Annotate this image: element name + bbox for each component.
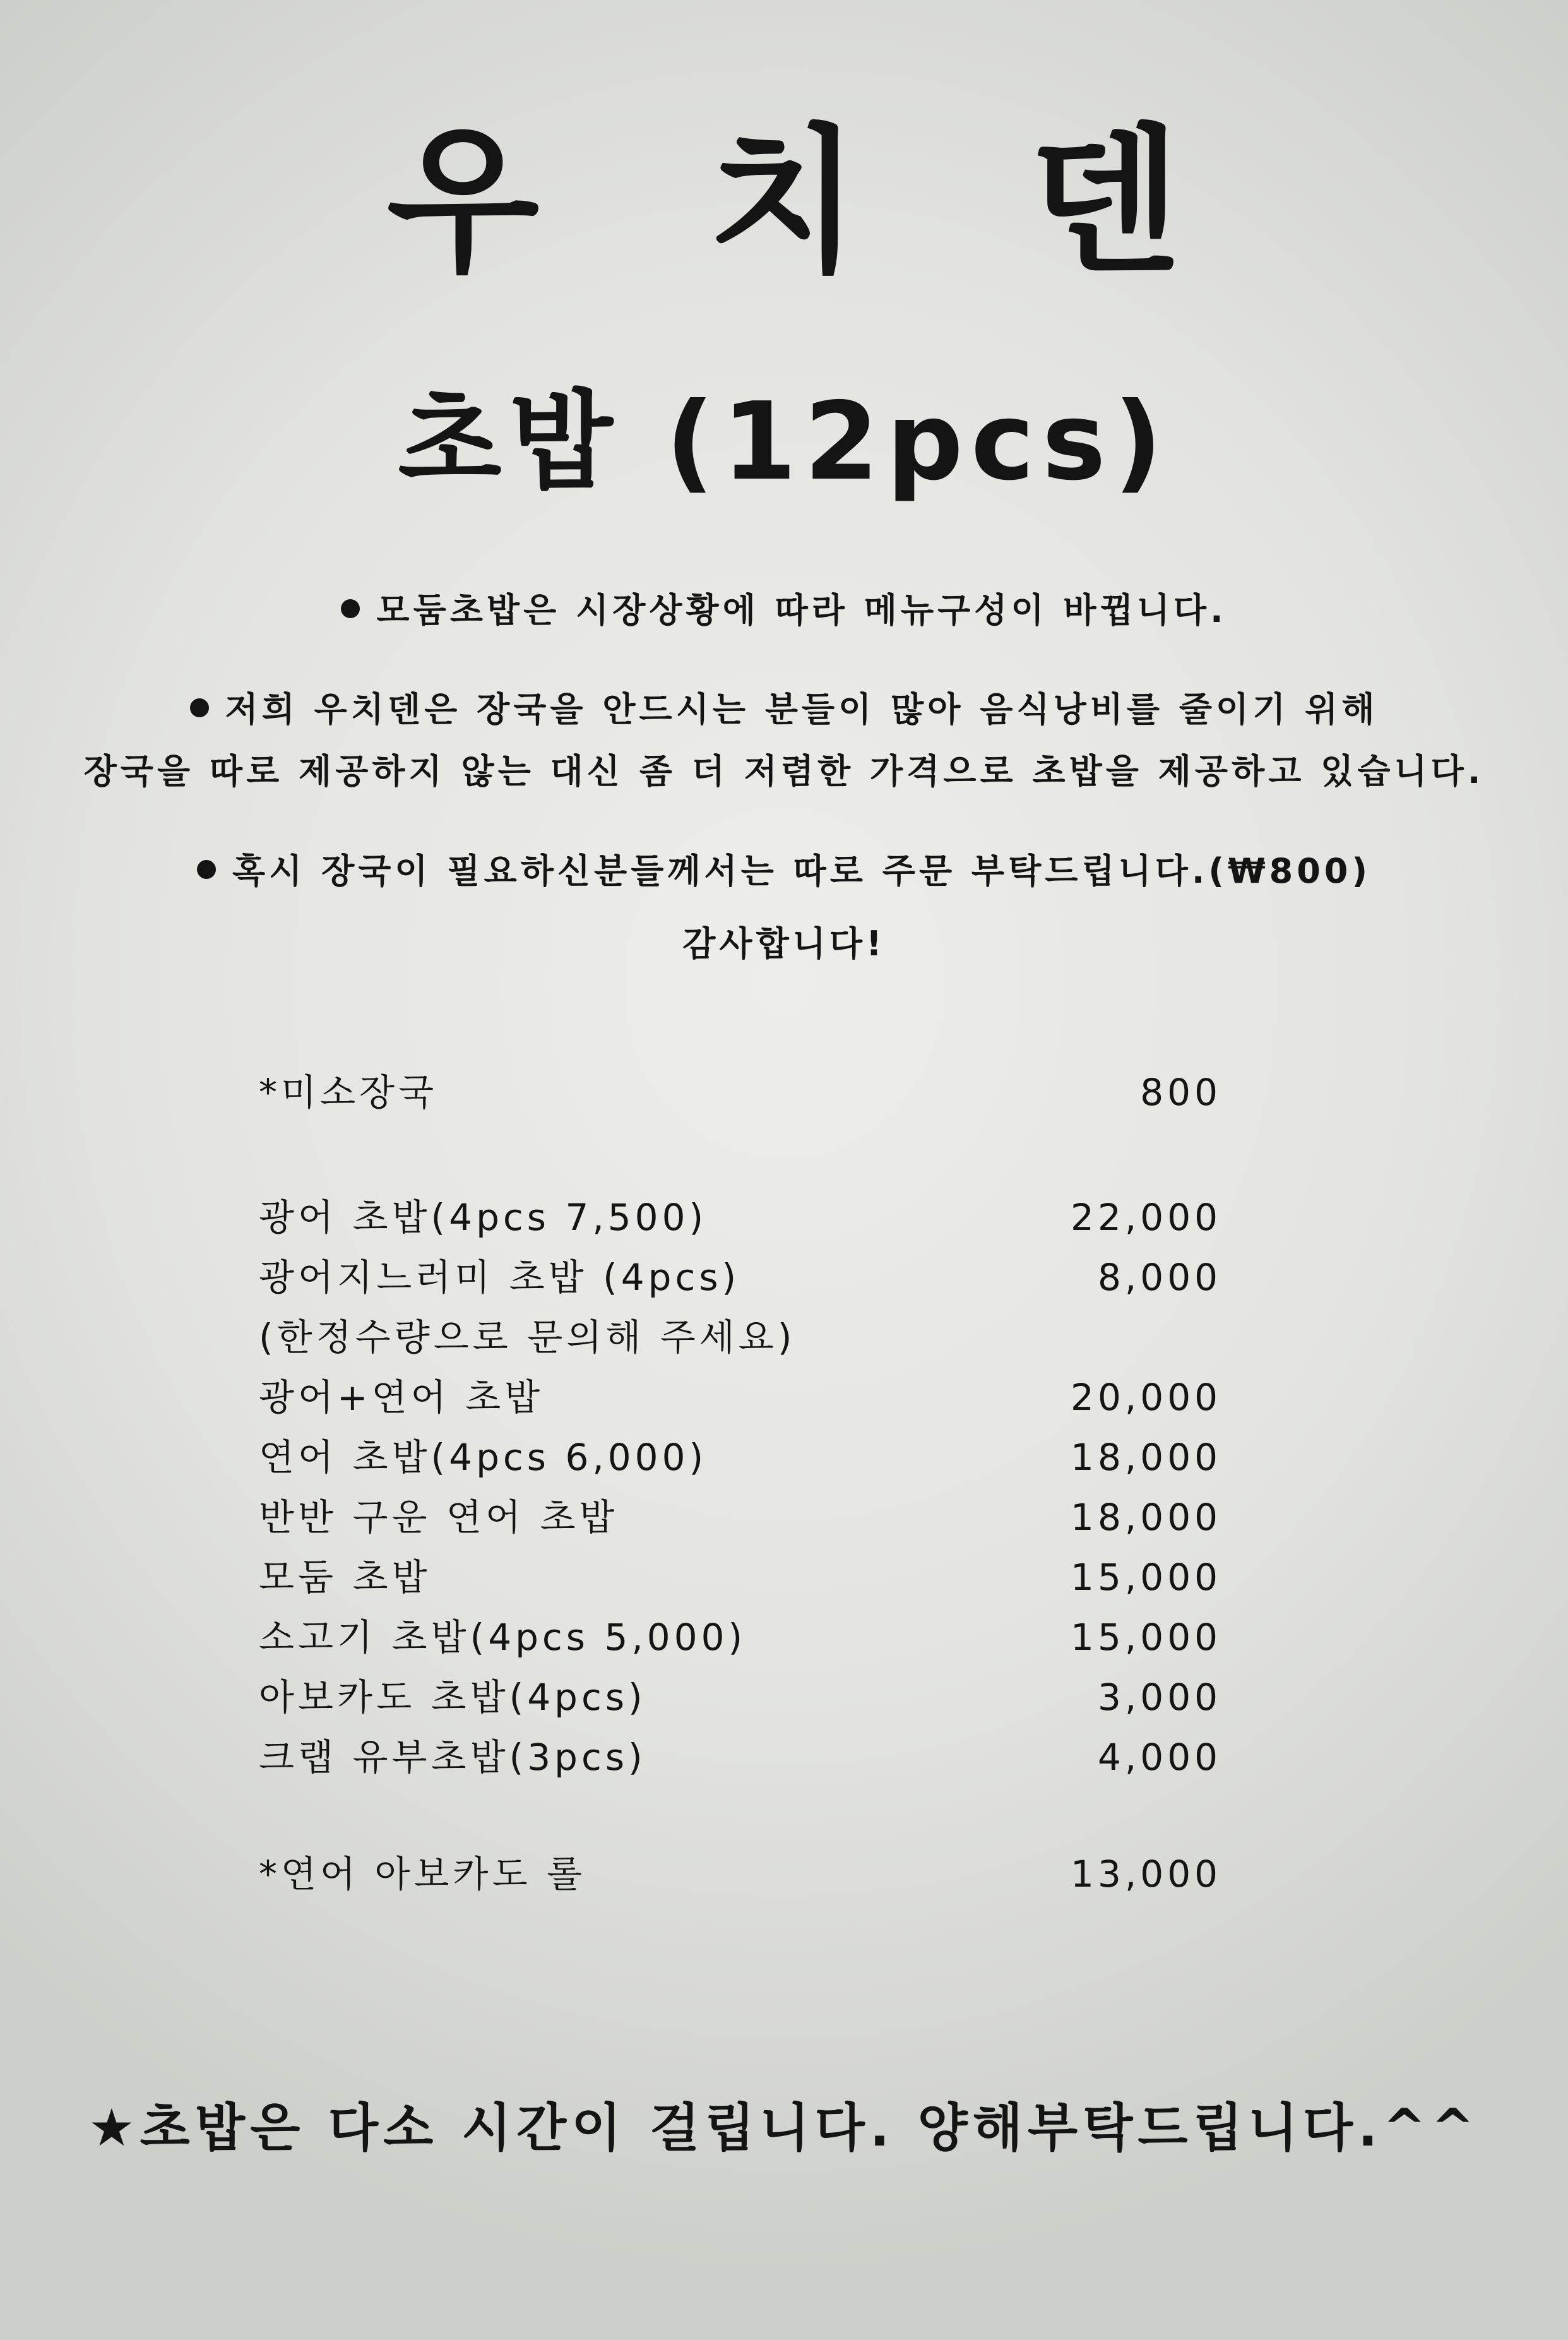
menu-item-price: 8,000 — [1097, 1256, 1221, 1299]
menu-item-name: 광어 초밥(4pcs 7,500) — [259, 1196, 708, 1239]
notice-thanks: 감사합니다! — [682, 924, 886, 964]
menu-item-price: 15,000 — [1071, 1616, 1221, 1659]
menu-item-price: 4,000 — [1097, 1736, 1221, 1779]
menu-item-name: 모둠 초밥 — [259, 1556, 431, 1599]
menu-item-price: 22,000 — [1071, 1196, 1221, 1239]
notice-soup-line-2: 장국을 따로 제공하지 않는 대신 좀 더 저렴한 가격으로 초밥을 제공하고 있습니다. — [83, 751, 1485, 791]
menu-item-note — [259, 1312, 1221, 1363]
menu-item-price: 3,000 — [1097, 1676, 1221, 1719]
notice-text: 모둠초밥은 시장상황에 따라 메뉴구성이 바뀝니다. — [376, 590, 1227, 630]
menu-item-miso-soup — [259, 1067, 1221, 1118]
restaurant-title: 우 치 덴 — [386, 110, 1238, 294]
menu-item-name: 아보카도 초밥(4pcs) — [259, 1676, 646, 1719]
menu-item-name: 광어+연어 초밥 — [259, 1376, 544, 1419]
menu-item — [259, 1672, 1221, 1722]
menu-item-name: (한정수량으로 문의해 주세요) — [259, 1316, 796, 1359]
menu-item-price: 15,000 — [1071, 1556, 1221, 1599]
bullet-icon — [341, 599, 360, 618]
notice-soup-order-line-1 — [0, 851, 1568, 891]
menu-item-price: 800 — [1140, 1071, 1221, 1114]
menu-item-price: 20,000 — [1071, 1376, 1221, 1419]
menu-item-name: 광어지느러미 초밥 (4pcs) — [259, 1256, 740, 1299]
bullet-icon — [190, 698, 209, 717]
menu-item — [259, 1252, 1221, 1303]
menu-item-salmon-avocado-roll — [259, 1849, 1221, 1899]
menu-item-name: 반반 구운 연어 초밥 — [259, 1496, 619, 1539]
bullet-icon — [197, 860, 216, 879]
notice-menu-composition — [0, 590, 1568, 630]
menu-item — [259, 1432, 1221, 1483]
menu-item-name: 소고기 초밥(4pcs 5,000) — [259, 1616, 747, 1659]
menu-item-price: 18,000 — [1071, 1496, 1221, 1539]
menu-item — [259, 1192, 1221, 1243]
section-title: 초밥 (12pcs) — [398, 379, 1170, 504]
menu-item-price: 13,000 — [1071, 1853, 1221, 1895]
footer-notice: ★초밥은 다소 시간이 걸립니다. 양해부탁드립니다.^^ — [88, 2098, 1480, 2158]
menu-item — [259, 1492, 1221, 1543]
menu-item-name: *미소장국 — [259, 1071, 438, 1114]
menu-item-price: 18,000 — [1071, 1436, 1221, 1479]
menu-item-name: *연어 아보카도 롤 — [259, 1853, 586, 1895]
notice-text: 저희 우치덴은 장국을 안드시는 분들이 많아 음식낭비를 줄이기 위해 — [225, 689, 1379, 729]
menu-item-name: 크랩 유부초밥(3pcs) — [259, 1736, 646, 1779]
menu-item-name: 연어 초밥(4pcs 6,000) — [259, 1436, 708, 1479]
menu-item — [259, 1732, 1221, 1782]
menu-item — [259, 1612, 1221, 1662]
notice-soup-line-1 — [0, 689, 1568, 729]
menu-item — [259, 1552, 1221, 1603]
notice-text: 혹시 장국이 필요하신분들께서는 따로 주문 부탁드립니다.(₩800) — [232, 851, 1372, 891]
menu-item — [259, 1372, 1221, 1423]
